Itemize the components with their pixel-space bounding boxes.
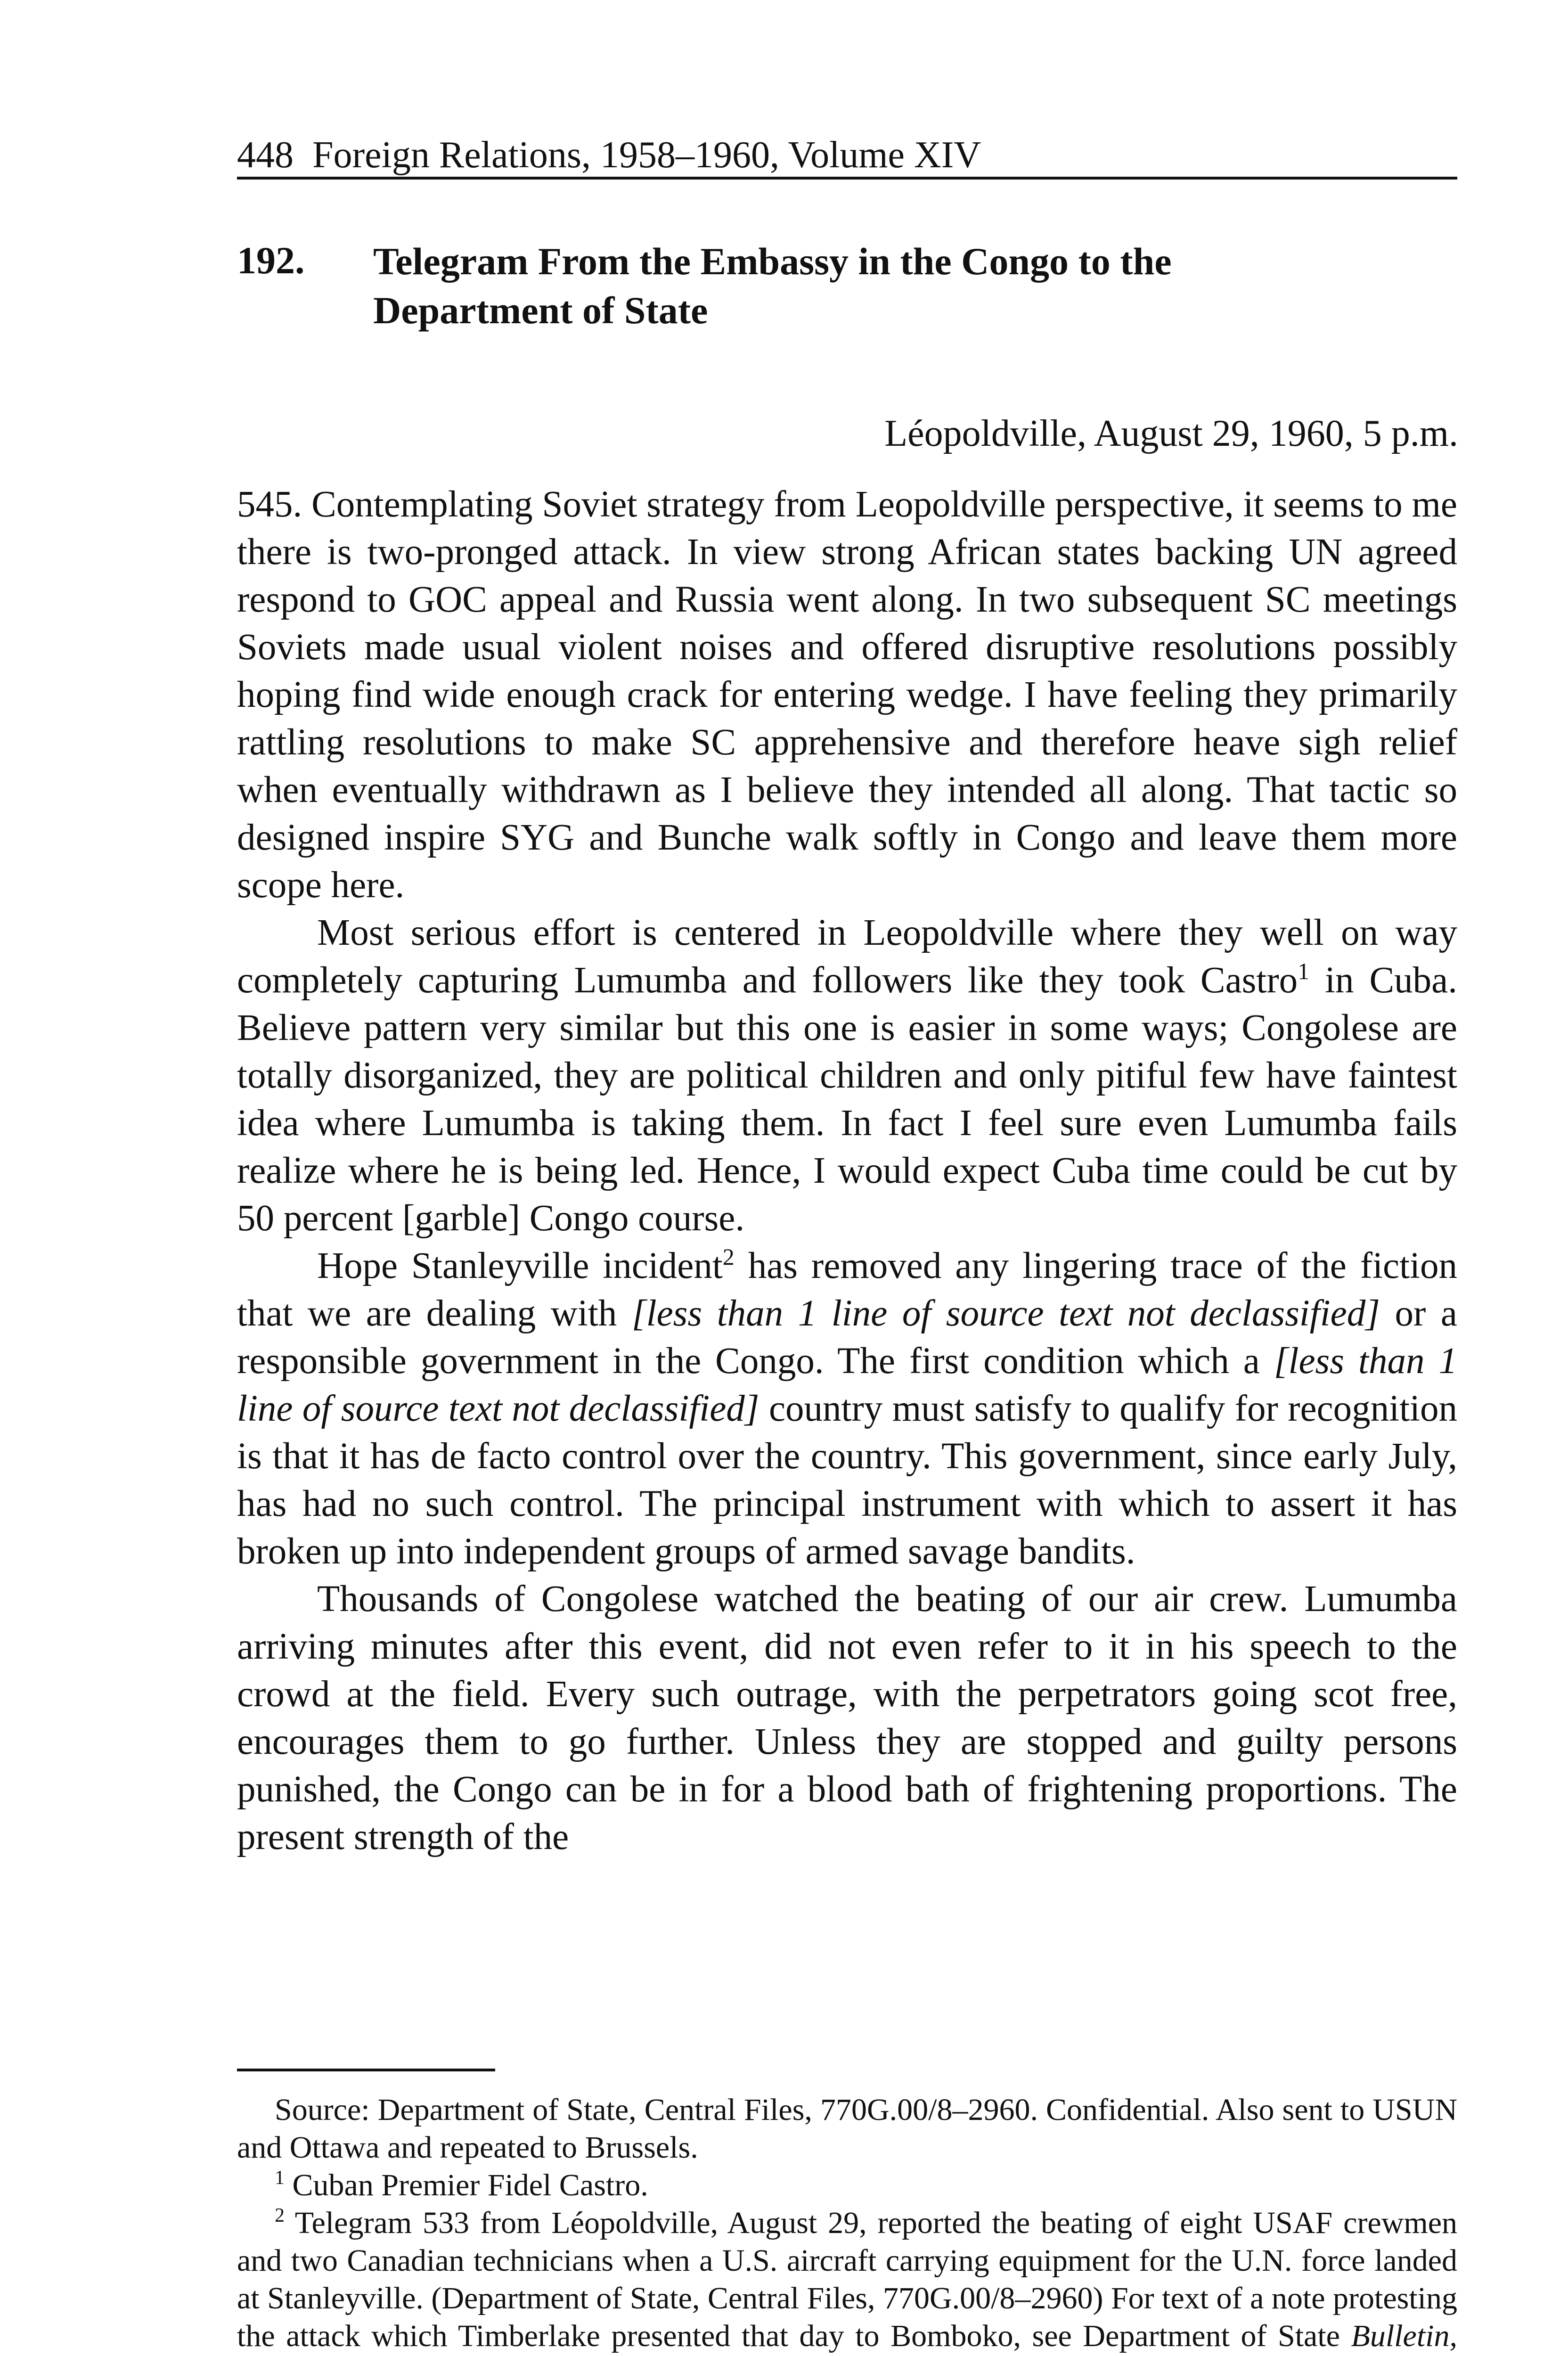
footnote-1 [237, 2167, 1457, 2204]
body-paragraph-4: Thousands of Congolese watched the beating of our air crew. Lumumba arriving minutes after this event, did not even refer to it in his speech to the crowd at the field. Every such outrage, with the perpetrators going scot free, encourages them to go further. Unless they are stopped and guilty persons punished, the Congo can be in for a blood bath of frightening proportions. The present strength of the [237, 1579, 1457, 1857]
footnote-2 [237, 2204, 1457, 2356]
body-paragraph-1: 545. Contemplating Soviet strategy from Leopoldville perspective, it seems to me there is two-pronged attack. In view strong African states backing UN agreed respond to GOC appeal and Russia went along. In two subsequent SC meetings Soviets made usual violent noises and offered disruptive resolutions possibly hoping find wide enough crack for entering wedge. I have feeling they primarily rattling resolutions to make SC apprehensive and therefore heave sigh relief when eventually withdrawn as I believe they intended all along. That tactic so designed inspire SYG and Bunche walk softly in Congo and leave them more scope here. [237, 484, 1457, 906]
document-title-line-1: Telegram From the Embassy in the Congo to the [373, 240, 1172, 283]
footnote-1-marker: 1 [275, 2167, 285, 2189]
redaction-note-2: [less than 1 line of source text not declassified] [237, 1341, 1457, 1429]
document-number: 192. [237, 239, 305, 282]
body-paragraph-3 [237, 1242, 1457, 1575]
running-head-text [237, 134, 981, 176]
footnote-reference-2: 2 [722, 1243, 735, 1270]
document-title-line-2: Department of State [373, 289, 708, 332]
telegram-body [237, 481, 1457, 1861]
source-note: Source: Department of State, Central Files, 770G.00/8–2960. Confidential. Also sent to USUN and Ottawa and repeated to Brussels. [237, 2093, 1457, 2165]
body-paragraph-2-text-b: in Cuba. Believe pattern very similar but this one is easier in some ways; Congolese are totally disorganized, they are political children and only pitiful few have faintest idea where Lumumba is taking them. In fact I feel sure even Lumumba fails realize where he is being led. Hence, I would expect Cuba time could be cut by 50 percent [garble] Congo course. [237, 960, 1457, 1239]
running-head-rule [237, 177, 1457, 180]
body-paragraph-2 [237, 909, 1457, 1242]
footnote-1-text: Cuban Premier Fidel Castro. [285, 2168, 648, 2202]
footnote-2-marker: 2 [275, 2205, 285, 2226]
footnote-rule [237, 2069, 495, 2071]
footnote-2-text: Telegram 533 from Léopoldville, August 29, reported the beating of eight USAF crewmen and two Canadian technicians when a U.S. aircraft carrying equipment for the U.N. force landed at Stanleyville. (Department of State, Central Files, 770G.00/8–2960) For text of a note protesting the attack which Timberlake presented that day to Bomboko, see Department of State [237, 2206, 1457, 2353]
body-paragraph-3-text-a: Hope Stanleyville incident [317, 1245, 723, 1286]
body-paragraph-3-text-d: country must satisfy to qualify for recognition is that it has de facto control over the country. This government, since early July, has had no such control. The principal instrument with which to assert it has broken up into independent groups of armed savage bandits. [237, 1388, 1457, 1572]
body-paragraph-3-text-c: or a responsible government in the Congo. The first condition which a [237, 1293, 1457, 1382]
footnotes [237, 2091, 1457, 2356]
document-title [373, 237, 1363, 335]
page-number: 448 [237, 134, 294, 176]
body-paragraph-3-text-b: has removed any lingering trace of the fiction that we are dealing with [237, 1245, 1457, 1334]
footnote-2-publication: Bulletin, [1351, 2319, 1457, 2353]
footnote-reference-1: 1 [1298, 958, 1310, 984]
series-title: Foreign Relations, 1958–1960, Volume XIV [312, 134, 981, 176]
running-head [237, 127, 1460, 184]
body-paragraph-2-text-a: Most serious effort is centered in Leopoldville where they well on way completely capturing Lumumba and followers like they took Castro [237, 912, 1457, 1001]
dateline: Léopoldville, August 29, 1960, 5 p.m. [884, 413, 1458, 454]
redaction-note-1: [less than 1 line of source text not declassified] [631, 1293, 1380, 1334]
